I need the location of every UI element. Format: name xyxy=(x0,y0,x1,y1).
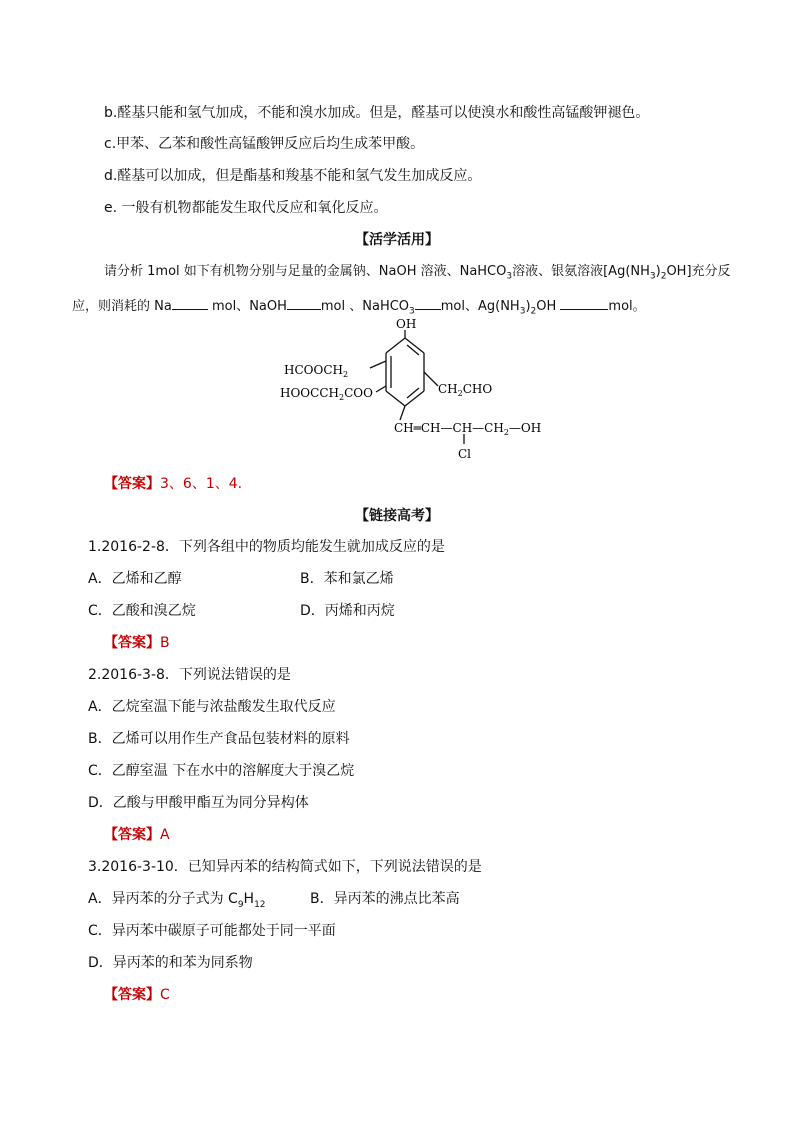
q2-answer: 【答案】A xyxy=(104,827,170,843)
q3-answer: 【答案】C xyxy=(104,987,170,1003)
practice-question-line1: 请分析 1mol 如下有机物分别与足量的金属钠、NaOH 溶液、NaHCO$_3$溶液、银氨溶液$[Ag(NH_3)_2OH]$充分反 xyxy=(104,264,731,282)
q3-option-d: D．异丙苯的和苯为同系物 xyxy=(88,955,253,971)
q2-option-a: A．乙烷室温下能与浓盐酸发生取代反应 xyxy=(88,699,336,715)
q2-stem: 2.2016-3-8．下列说法错误的是 xyxy=(88,667,291,683)
blank-na[interactable] xyxy=(172,295,208,310)
note-e: e. 一般有机物都能发生取代反应和氧化反应。 xyxy=(104,200,388,216)
hooc-ch2-coo-label: $HOOCCH_2COO$ xyxy=(280,386,373,402)
note-b: b.醛基只能和氢气加成，不能和溴水加成。但是，醛基可以使溴水和酸性高锰酸钾褪色。 xyxy=(104,105,650,121)
oh-top-label: OH xyxy=(396,317,417,331)
q3-stem: 3.2016-3-10．已知异丙苯的结构简式如下，下列说法错误的是 xyxy=(88,859,482,875)
q2-option-d: D．乙酸与甲酸甲酯互为同分异构体 xyxy=(88,795,309,811)
organic-structure-diagram xyxy=(270,316,560,466)
q1-options-row2: C．乙酸和溴乙烷 D．丙烯和丙烷 xyxy=(88,603,395,619)
q1-options-row1: A．乙烯和乙醇 B．苯和氯乙烯 xyxy=(88,571,394,587)
q2-option-b: B．乙烯可以用作生产食品包装材料的原料 xyxy=(88,731,350,747)
note-c: c.甲苯、乙苯和酸性高锰酸钾反应后均生成苯甲酸。 xyxy=(104,136,425,152)
exam-heading: 【链接高考】 xyxy=(355,508,439,524)
note-d: d.醛基可以加成，但是酯基和羧基不能和氢气发生加成反应。 xyxy=(104,168,482,184)
ch2cho-label: $CH_2CHO$ xyxy=(438,382,493,398)
blank-silver-ammonia[interactable] xyxy=(560,295,608,310)
practice-heading: 【活学活用】 xyxy=(355,232,439,248)
practice-answer: 【答案】3、6、1、4. xyxy=(104,476,243,492)
practice-question-line2: 应，则消耗的 Na mol、NaOH mol 、NaHCO$_3$ mol、$Ag(NH_3)_2OH$ mol。 xyxy=(72,295,646,316)
blank-nahco3[interactable] xyxy=(415,295,441,310)
vinyl-chain-label: $CH═CH—CH—CH_2—OH$ xyxy=(394,421,542,437)
q3-options-row1: A．异丙苯的分子式为 $C_9H_{12}$ B．异丙苯的沸点比苯高 xyxy=(88,891,460,910)
q2-option-c: C．乙醇室温 下在水中的溶解度大于溴乙烷 xyxy=(88,763,355,779)
q1-answer: 【答案】B xyxy=(104,635,170,651)
q1-stem: 1.2016-2-8．下列各组中的物质均能发生就加成反应的是 xyxy=(88,539,445,555)
q3-option-c: C．异丙苯中碳原子可能都处于同一平面 xyxy=(88,923,336,939)
blank-naoh[interactable] xyxy=(287,295,321,310)
cl-label: Cl xyxy=(458,447,472,461)
hcooch2-label: $HCOOCH_2$ xyxy=(284,363,349,379)
